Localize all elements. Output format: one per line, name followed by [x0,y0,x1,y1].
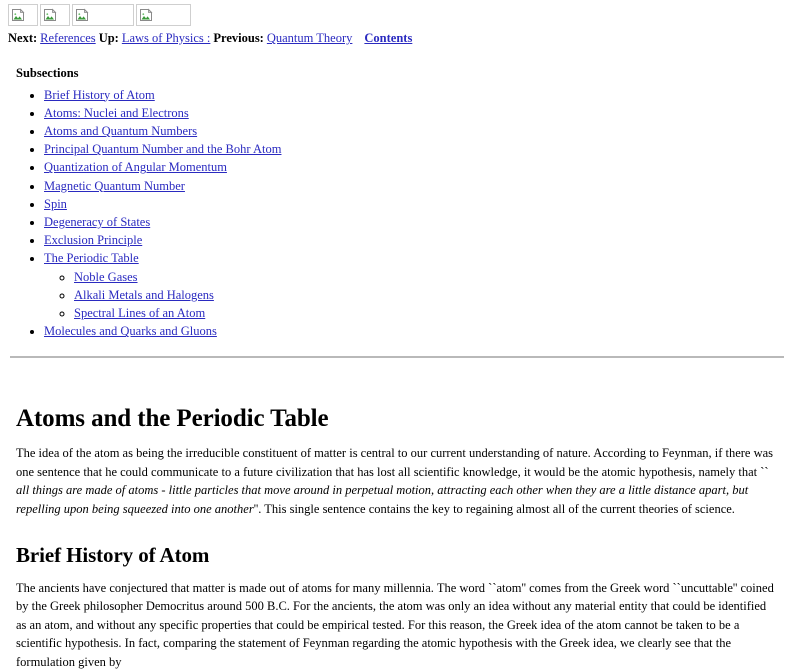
list-item [44,142,786,158]
list-item [74,288,786,304]
list-item [44,251,786,321]
list-item [44,324,786,340]
feynman-quote: all things are made of atoms - little particles that move around in perpetual motion, attracting each other when they are a little distance apart, but repelling upon being squeezed into one another [16,483,749,516]
up-link[interactable]: Laws of Physics : [121,31,211,45]
intro-paragraph [16,444,778,518]
toc-link-quantization-of-angular-momentum[interactable]: Quantization of Angular Momentum [44,160,227,175]
brief-history-paragraph: The ancients have conjectured that matter is made out of atoms for many millennia. The word ``atom'' comes from the Greek word ``uncuttable'' coined by the Greek philosopher Democritus around 500 B.C. For the ancients, the atom was only an idea without any material entity that could be identified as an atom, and without any specific properties that could be empirical tested. For this reason, the Greek idea of the atom cannot be taken to be a scientific hypothesis. In fact, comparing the statement of Feynman regarding the atomic hypothesis with the Greek idea, we clearly see that the formulation given by [16,581,774,669]
toc-link-atoms-and-quantum-numbers[interactable]: Atoms and Quantum Numbers [44,123,198,138]
list-item [44,233,786,249]
toc-link-alkali-metals-and-halogens[interactable]: Alkali Metals and Halogens [74,287,214,302]
list-item [74,270,786,286]
subsections-list [8,88,786,340]
list-item [44,215,786,231]
broken-image-up-icon[interactable] [40,4,70,26]
subsections-sublist [44,270,786,322]
navigation-bar [8,30,786,46]
list-item [44,197,786,213]
intro-text-part-two: ''. This single sentence contains the key to regaining almost all of the current theories of science. [253,501,735,516]
subsections-heading: Subsections [16,66,79,81]
next-label: Next: [8,31,38,45]
list-item [44,179,786,195]
horizontal-divider [10,356,784,358]
toc-link-spectral-lines-of-an-atom[interactable]: Spectral Lines of an Atom [74,306,206,321]
broken-image-previous-icon[interactable] [72,4,134,26]
intro-text-part-one: The idea of the atom as being the irreducible constituent of matter is central to our current understanding of nature. According to Feynman, if there was one sentence that he could communicate to a future civilization that has lost all scientific knowledge, it would be the atomic hypothesis, namely that `` [16,446,774,479]
toc-link-the-periodic-table[interactable]: The Periodic Table [44,251,139,266]
previous-label: Previous: [213,31,264,45]
toc-link-atoms-nuclei-and-electrons[interactable]: Atoms: Nuclei and Electrons [44,105,189,120]
navigation-icon-row [8,4,786,28]
broken-image-contents-icon[interactable] [136,4,191,26]
toc-link-principal-quantum-number-and-the-bohr-atom[interactable]: Principal Quantum Number and the Bohr Atom [44,142,282,157]
list-item [44,124,786,140]
toc-link-spin[interactable]: Spin [44,196,67,211]
previous-link[interactable]: Quantum Theory [266,31,353,45]
list-item [74,306,786,322]
toc-link-degeneracy-of-states[interactable]: Degeneracy of States [44,215,151,230]
list-item [44,160,786,176]
section-heading-brief-history-of-atom: Brief History of Atom [16,542,210,567]
next-link[interactable]: References [40,31,96,45]
list-item [44,88,786,104]
contents-link[interactable]: Contents [364,31,413,45]
toc-link-molecules-and-quarks-and-gluons[interactable]: Molecules and Quarks and Gluons [44,324,217,339]
list-item [44,106,786,122]
page-title: Atoms and the Periodic Table [16,404,329,432]
toc-link-brief-history-of-atom[interactable]: Brief History of Atom [44,87,155,102]
broken-image-next-icon[interactable] [8,4,38,26]
up-label: Up: [98,31,119,45]
toc-link-exclusion-principle[interactable]: Exclusion Principle [44,233,143,248]
toc-link-magnetic-quantum-number[interactable]: Magnetic Quantum Number [44,178,185,193]
toc-link-noble-gases[interactable]: Noble Gases [74,269,138,284]
